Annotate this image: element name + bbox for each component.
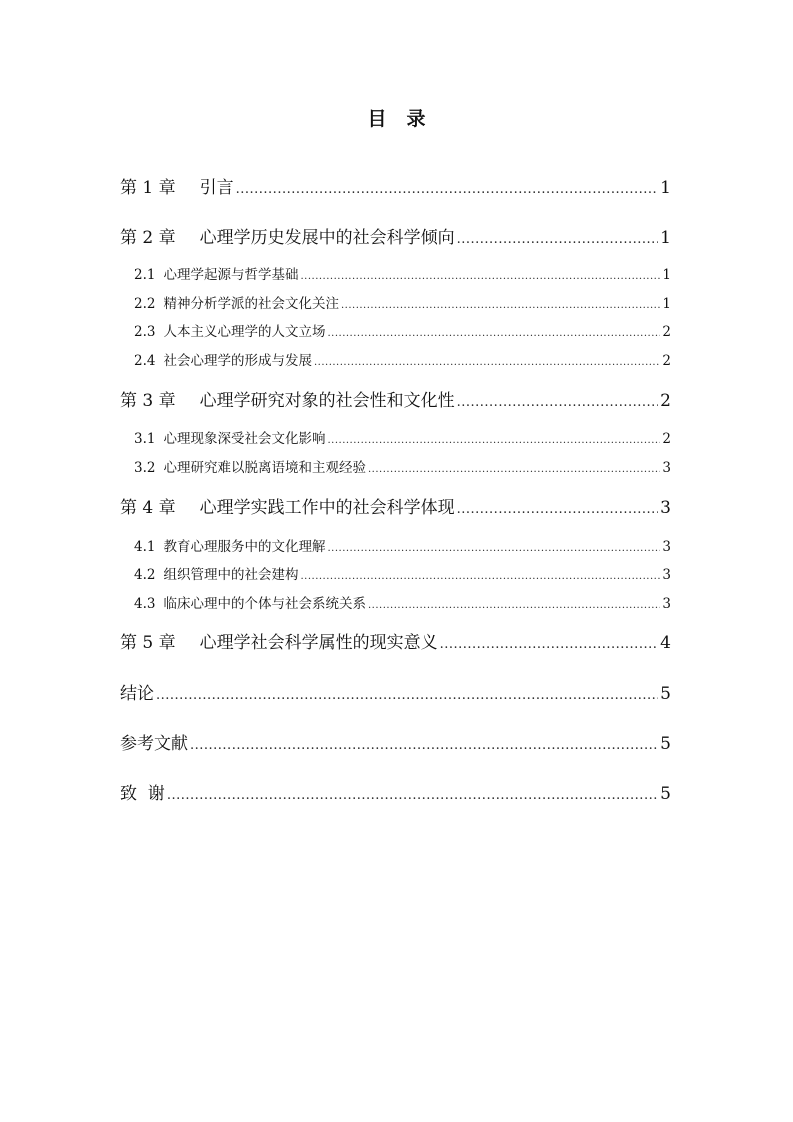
toc-entry-section-3-2[interactable] bbox=[134, 456, 671, 476]
toc-dot-leader bbox=[457, 395, 659, 410]
toc-entry-chapter-4[interactable] bbox=[120, 493, 671, 518]
toc-entry-page: 1 bbox=[660, 178, 671, 198]
toc-entry-number: 4.2 bbox=[134, 567, 156, 583]
toc-entry-number: 2.2 bbox=[134, 296, 156, 312]
toc-entry-number: 2.1 bbox=[134, 267, 156, 283]
toc-entry-number: 第 2 章 bbox=[120, 228, 176, 248]
toc-entry-page: 3 bbox=[662, 539, 671, 555]
toc-entry-page: 3 bbox=[662, 460, 671, 476]
toc-entry-page: 1 bbox=[662, 296, 671, 312]
toc-entry-title: 社会心理学的形成与发展 bbox=[163, 353, 312, 369]
toc-entry-title: 引言 bbox=[199, 178, 234, 198]
toc-entry-title: 心理学起源与哲学基础 bbox=[163, 267, 299, 283]
toc-entry-page: 1 bbox=[662, 267, 671, 283]
toc-dot-leader bbox=[156, 688, 658, 703]
toc-dot-leader bbox=[440, 637, 659, 652]
toc-title-char-2: 录 bbox=[406, 108, 426, 130]
toc-entry-title: 心理学研究对象的社会性和文化性 bbox=[199, 391, 455, 411]
toc-entry-references[interactable] bbox=[120, 729, 671, 754]
toc-entry-page: 2 bbox=[662, 353, 671, 369]
toc-entry-title: 心理学社会科学属性的现实意义 bbox=[199, 633, 438, 653]
toc-entry-number: 第 5 章 bbox=[120, 633, 176, 653]
toc-entry-number: 第 3 章 bbox=[120, 391, 176, 411]
toc-dot-leader bbox=[300, 571, 660, 582]
toc-entry-title: 结论 bbox=[120, 684, 154, 704]
toc-entry-title: 心理学历史发展中的社会科学倾向 bbox=[199, 228, 455, 248]
toc-entry-section-2-3[interactable] bbox=[134, 320, 671, 340]
toc-entry-title: 致 谢 bbox=[120, 784, 165, 804]
toc-entry-number: 4.3 bbox=[134, 596, 156, 612]
toc-entry-chapter-1[interactable] bbox=[120, 173, 671, 198]
toc-entry-acknowledgements[interactable] bbox=[120, 779, 671, 804]
toc-dot-leader bbox=[457, 232, 659, 247]
toc-entry-page: 2 bbox=[662, 431, 671, 447]
toc-entry-section-4-3[interactable] bbox=[134, 592, 671, 612]
toc-entry-chapter-3[interactable] bbox=[120, 386, 671, 411]
toc-dot-leader bbox=[341, 300, 660, 311]
toc-entry-page: 5 bbox=[660, 784, 671, 804]
toc-entry-conclusion[interactable] bbox=[120, 679, 671, 704]
toc-dot-leader bbox=[167, 788, 658, 803]
toc-entry-page: 3 bbox=[662, 567, 671, 583]
toc-entry-page: 2 bbox=[660, 391, 671, 411]
toc-entry-chapter-2[interactable] bbox=[120, 223, 671, 248]
toc-entry-page: 3 bbox=[662, 596, 671, 612]
toc-entry-number: 3.2 bbox=[134, 460, 156, 476]
toc-entry-title: 人本主义心理学的人文立场 bbox=[163, 324, 326, 340]
toc-dot-leader bbox=[300, 271, 660, 282]
toc-entry-page: 3 bbox=[660, 498, 671, 518]
toc-entry-title: 临床心理中的个体与社会系统关系 bbox=[163, 596, 366, 612]
toc-entry-page: 5 bbox=[660, 734, 671, 754]
toc-entry-number: 2.4 bbox=[134, 353, 156, 369]
toc-entry-section-2-4[interactable] bbox=[134, 349, 671, 369]
toc-entry-title: 心理研究难以脱离语境和主观经验 bbox=[163, 460, 366, 476]
toc-dot-leader bbox=[368, 600, 660, 611]
toc-entry-section-4-1[interactable] bbox=[134, 535, 671, 555]
toc-entry-section-2-2[interactable] bbox=[134, 292, 671, 312]
toc-entry-number: 3.1 bbox=[134, 431, 156, 447]
toc-entry-number: 2.3 bbox=[134, 324, 156, 340]
toc-dot-leader bbox=[327, 435, 660, 446]
toc-entry-number: 4.1 bbox=[134, 539, 156, 555]
toc-entry-title: 组织管理中的社会建构 bbox=[163, 567, 299, 583]
toc-title bbox=[0, 104, 793, 131]
toc-dot-leader bbox=[368, 464, 660, 475]
toc-entry-section-3-1[interactable] bbox=[134, 427, 671, 447]
toc-dot-leader bbox=[327, 543, 660, 554]
toc-entry-chapter-5[interactable] bbox=[120, 628, 671, 653]
toc-entry-title: 心理学实践工作中的社会科学体现 bbox=[199, 498, 455, 518]
toc-entry-title: 参考文献 bbox=[120, 734, 188, 754]
toc-dot-leader bbox=[236, 182, 659, 197]
toc-entry-page: 4 bbox=[660, 633, 671, 653]
toc-entry-section-4-2[interactable] bbox=[134, 563, 671, 583]
toc-entry-page: 2 bbox=[662, 324, 671, 340]
toc-title-char-1: 目 bbox=[367, 108, 387, 130]
toc-dot-leader bbox=[327, 328, 660, 339]
toc-entry-section-2-1[interactable] bbox=[134, 263, 671, 283]
toc-entry-title: 教育心理服务中的文化理解 bbox=[163, 539, 326, 555]
toc-dot-leader bbox=[314, 357, 660, 368]
toc-entry-page: 1 bbox=[660, 228, 671, 248]
toc-entry-page: 5 bbox=[660, 684, 671, 704]
toc-dot-leader bbox=[190, 738, 658, 753]
toc-entry-number: 第 1 章 bbox=[120, 178, 176, 198]
toc-entry-title: 精神分析学派的社会文化关注 bbox=[163, 296, 339, 312]
toc-entry-number: 第 4 章 bbox=[120, 498, 176, 518]
toc-entry-title: 心理现象深受社会文化影响 bbox=[163, 431, 326, 447]
toc-dot-leader bbox=[457, 502, 659, 517]
